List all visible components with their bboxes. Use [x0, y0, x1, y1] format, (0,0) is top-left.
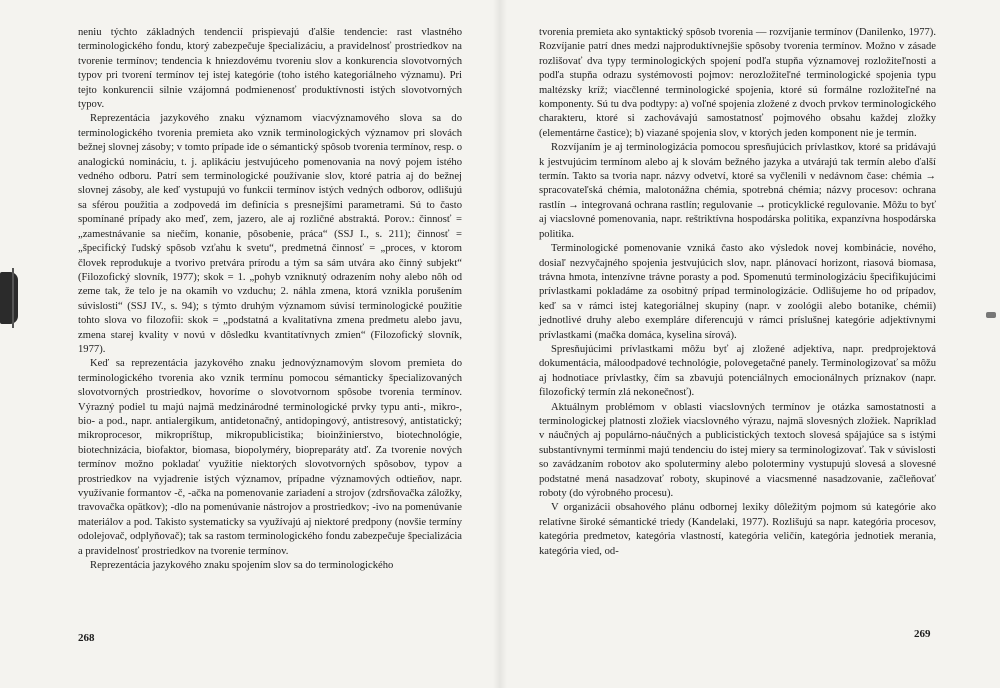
paragraph: Terminologické pomenovanie vzniká často ako výsledok novej kombinácie, nového, dosiaľ nezvyčajného spojenia jestvujúcich slov, napr. plánovací horizont, riasová biomasa, trávna hmota, intenzívne trávne porasty a pod. Spomenutú terminologizáciu špecifikujúcimi prívlastkami pokladáme za osobitný prípad terminologizácie. Odlišujeme ho od prípadov, keď sa v rámci istej kategoriálnej skupiny (napr. v zoológii alebo botanike, chémii) jednotlivé druhy alebo exempláre diferencujú v rámci príslušnej kategórie adjektívnymi prívlastkami (mačka domáca, kyselina sírová).: [539, 243, 936, 341]
page-edge-mark: [0, 272, 18, 324]
page-edge-line: [12, 268, 14, 328]
book-gutter: [493, 0, 507, 688]
paragraph: Rozvíjaním je aj terminologizácia pomocou spresňujúcich prívlastkov, ktoré sa pridávajú k jestvujúcim termínom alebo aj k slovám bežného jazyka a utvárajú tak termín alebo ďalší termín. Takto sa tvoria napr. názvy odvetví, ktoré sa vyčlenili v nedávnom čase: chémia → spracovateľská chémia, malotonážna chémia, spotrebná chémia; názvy procesov: ochrana rastlín → integrovaná ochrana rastlín; regulovanie → proticyklické regulovanie. Môžu to byť aj viacslovné pomenovania, napr. reštriktívna hospodárska politika, expanzívna hospodárska politika.: [539, 142, 936, 240]
paragraph: Keď sa reprezentácia jazykového znaku jednovýznamovým slovom premieta do terminologického tvorenia ako vznik termínu pomocou sémanticky špecializovaných slovotvorných prostriedkov, hovoríme o slovotvornom spôsobe tvorenia termínov. Výrazný podiel tu majú najmä medzinárodné terminologické prvky typu anti-, mikro-, bio- a pod., napr. antialergikum, antidetonačný, antidopingový, antistresový, antistatický; mikroprocesor, mikropríštup, mikropublicistika; bioinžinierstvo, biotechnológie, biotechnizácia, biofaktor, biomasa, biopolyméry, biopreparáty atď. Za tvorenie nových termínov možno pokladať využitie niektorých slovotvorných spôsobov, typov a prostriedkov na vyjadrenie istých významov, prípadne významových odtieňov, napr. využívanie formantov -č, -ačka na pomenovanie zariadení a strojov (zdrsňovačka záložky, travovačka opätkov); -dlo na pomenúvanie nástrojov a prostriedkov; -ivo na pomenúvanie materiálov a pod. Takisto systematicky sa využívajú aj niektoré predpony (novšie termíny odolejovač, odplyňovač); tak sa rastom terminologického fondu zabezpečuje špecializácia a pravidelnosť prostriedkov na tvorenie termínov.: [78, 358, 462, 557]
right-page: [539, 26, 936, 559]
margin-speck: [986, 312, 996, 318]
paragraph: V organizácii obsahového plánu odbornej lexiky dôležitým pojmom sú kategórie ako relatívne široké sémantické triedy (Kandelaki, 1977). Rozlišujú sa napr. kategória procesov, kategória predmetov, kategória vlastností, kategória veličín, kategória jednotiek merania, kategória vied, od-: [539, 502, 936, 557]
paragraph: Aktuálnym problémom v oblasti viacslovných termínov je otázka samostatnosti a terminologickej platnosti zložiek viacslovného výrazu, najmä slovesných zložiek. Napríklad v náučných aj populárno-náučných a publicistických textoch slovesá spájajúce sa s istými substantívnymi termínmi majú tendenciu do istej miery sa terminologizovať. Tak v súvislosti so zavádzaním robotov ako spoluterminy alebo poloterminy vystupujú slovesá a slovesné podstatné mená nasadzovať roboty, skupinové a viacsmenné nasadzovanie, začleňovať roboty (do výrobného procesu).: [539, 401, 936, 499]
paragraph: neniu týchto základných tendencií prispievajú ďalšie tendencie: rast vlastného terminologického fondu, ktorý zabezpečuje špecializáciu, a pravidelnosť prostriedkov na tvorenie termínov; tendencia k hniezdovému tvoreniu slov a konkurencia slovotvorných typov pri tvorení termínov tej istej kategórie (toho istého kategoriálneho významu). Pri tejto konkurencii silnie vzájomná podmienenosť produktívnosti istých slovotvorných typov.: [78, 27, 462, 111]
page-number-left: 268: [78, 632, 95, 644]
paragraph: Reprezentácia jazykového znaku významom viacvýznamového slova sa do terminologického tvorenia premieta ako vznik terminologických významov pri slovách bežnej slovnej zásoby; v tomto prípade ide o sémantický spôsob tvorenia termínov, resp. o analogickú nomináciu, t. j. aplikáciu jestvujúceho pomenovania na nový pojem istého vedného odboru. Patrí sem terminologické používanie slov, ktoré patria aj do bežnej slovnej zásoby, ale keď vystupujú vo funkcii termínov istých vedných odborov, odlišujú sa sférou použitia a zodpovedá im definícia s presnejšími parametrami. Sú to často spomínané prípady ako meď, zem, jazero, ale aj rozličné abstraktá. Porov.: činnosť = „zamestnávanie sa niečím, konanie, pôsobenie, práca“ (SSJ I., s. 211); činnosť = „špecifický ľudský spôsob vzťahu k svetu“, predmetná činnosť = „proces, v ktorom človek reprodukuje a tvorivo pretvára prírodu a tým sa sám utvára ako činný subjekt“ (Filozofický slovník, 1977); skok = 1. „pohyb vzniknutý odrazením nohy alebo nôh od zeme tak, že telo je na okamih vo vzduchu; 2. náhla zmena, ktorá vznikla porušením súvislosti“ (SSJ IV., s. 94); s týmto druhým významom súvisí terminologické použitie tohto slova vo filozofii: skok = „podstatná a kvalitatívna zmena predmetu alebo javu, zmena starej kvality v novú v dôsledku kvantitatívnych zmien“ (Filozofický slovník, 1977).: [78, 113, 462, 355]
paragraph: tvorenia premieta ako syntaktický spôsob tvorenia — rozvíjanie termínov (Danilenko, 1977). Rozvíjanie patrí dnes medzi najproduktívnejšie spôsoby tvorenia termínov. Možno v zásade rozlišovať dva typy terminologických spojení podľa stupňa významovej rozložiteľnosti a podľa stupňa odrazu systémovosti pojmov: nerozložiteľné terminologické spojenia typu maltézsky kríž; viacčlenné terminologické spojenia, ktoré sú formálne rozložiteľné na komponenty. Sú tu dva podtypy: a) voľné spojenia zložené z dvoch prvkov terminologického charakteru, ktoré si zachovávajú samostatnosť pojmového obsahu každej zložky (elementárne častice); b) viazané spojenia slov, v ktorých jeden komponent nie je termín.: [539, 27, 936, 139]
paragraph: Spresňujúcimi prívlastkami môžu byť aj zložené adjektíva, napr. predprojektová dokumentácia, máloodpadové technológie, polovegetačné panely. Terminologizovať sa môžu aj hodnotiace prívlastky, čím sa zbavujú potenciálnych emocionálnych príznakov (napr. filozofický termín zlá nekonečnosť).: [539, 343, 936, 399]
left-page: [78, 26, 462, 573]
page-number-right: 269: [914, 628, 931, 640]
paragraph: Reprezentácia jazykového znaku spojením slov sa do terminologického: [90, 560, 394, 572]
